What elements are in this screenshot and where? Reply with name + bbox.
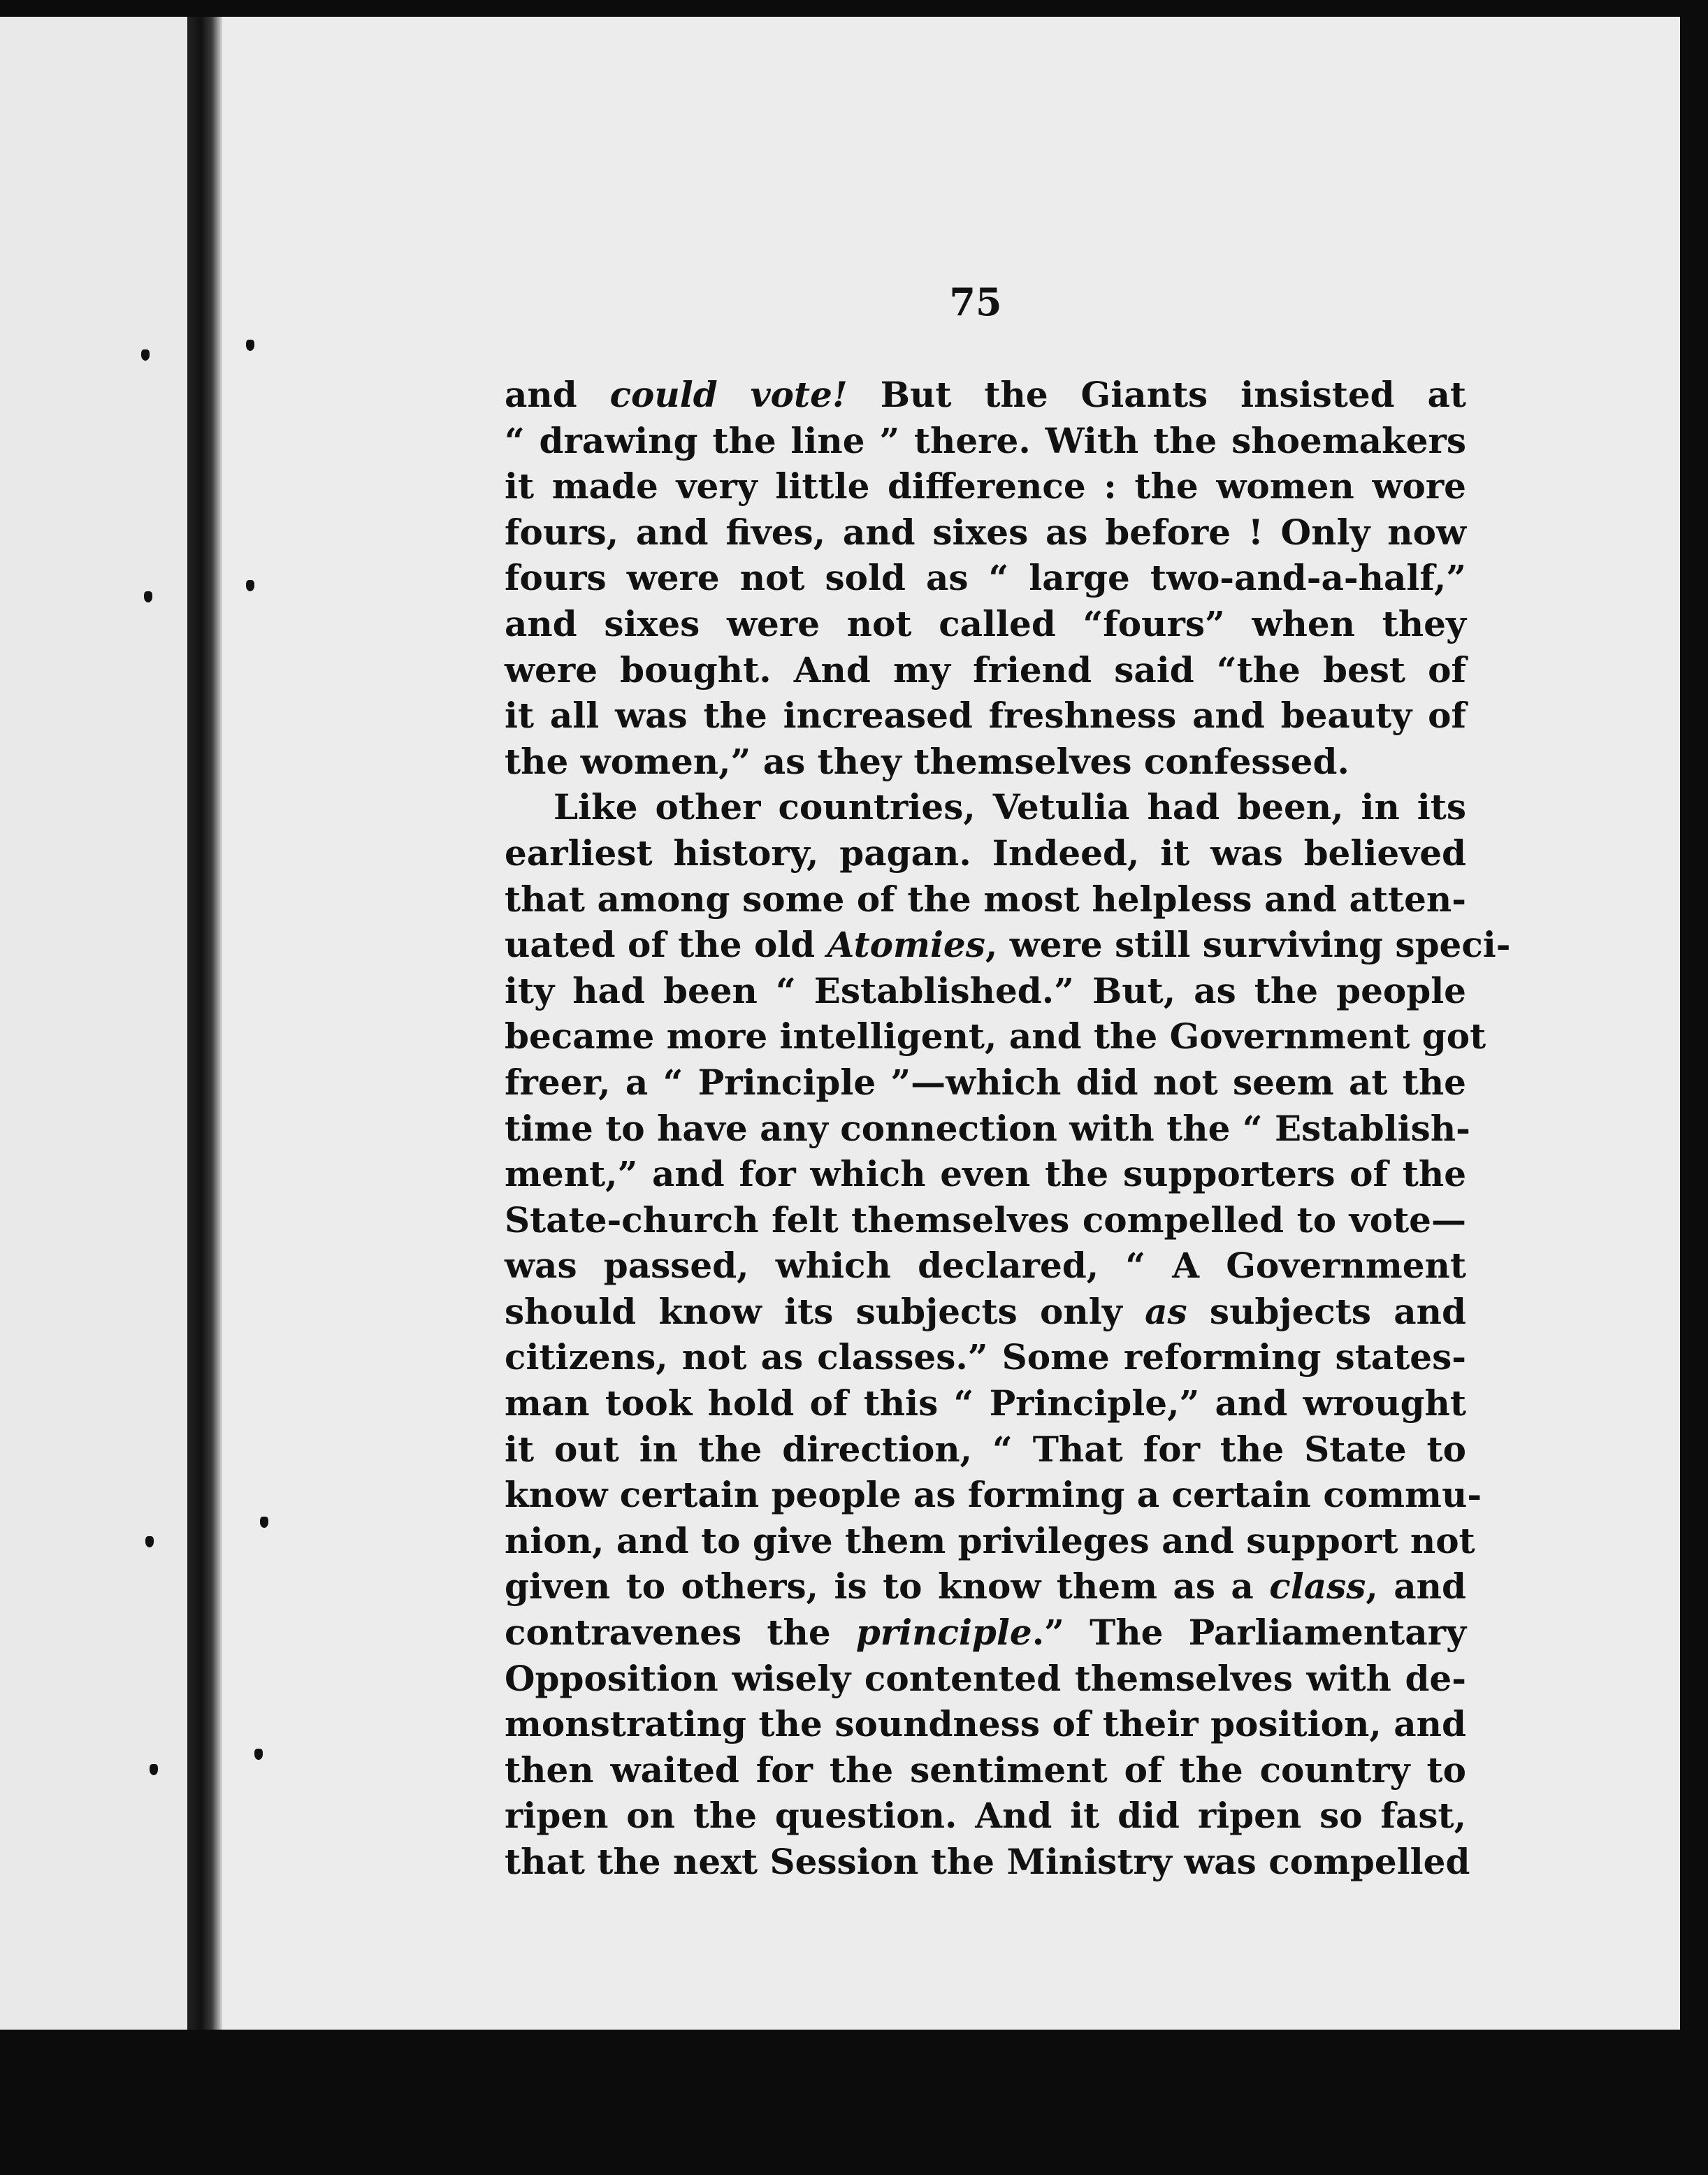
text-line [505,922,1511,968]
text-line [505,739,1466,785]
scan-border-bottom [0,2030,1708,2175]
text-line [505,968,1466,1014]
text-run: and [505,374,610,415]
text-line [505,1518,1475,1564]
text-line [505,647,1466,693]
page-number: 75 [949,280,1002,324]
text-line [505,876,1466,923]
book-gutter [187,17,222,2030]
text-line [505,1380,1466,1426]
body-text [505,372,1511,1885]
text-line [505,830,1466,876]
text-run: ment,” and for which even the supporters of the [505,1153,1466,1195]
text-line [505,1701,1466,1747]
text-line [505,1793,1466,1839]
text-run: it all was the increased freshness and beauty of [505,695,1466,737]
text-line [505,1563,1466,1610]
text-run: and sixes were not called “fours” when they [505,602,1466,644]
text-run: time to have any connection with the “ Establish- [505,1107,1470,1149]
text-run: became more intelligent, and the Government got [505,1016,1486,1057]
text-line [505,1656,1466,1702]
text-run: contravenes the [505,1612,856,1654]
text-run: Opposition wisely contented themselves with de- [505,1657,1466,1699]
italic-run: as [1145,1290,1187,1332]
text-line [505,1106,1470,1152]
italic-run: class [1269,1566,1366,1607]
scan-border-right [1680,0,1708,2175]
text-line [505,1472,1482,1518]
margin-mark [145,1536,154,1547]
text-run: earliest history, pagan. Indeed, it was believed [505,832,1466,874]
text-run: the women,” as they themselves confessed. [505,740,1349,782]
italic-run: could vote! [609,374,848,415]
text-run: that among some of the most helpless and atten- [505,878,1466,920]
text-run: “ drawing the line ” there. With the shoemakers [505,419,1466,461]
text-line [505,784,1466,830]
text-line [505,1243,1466,1289]
margin-mark [254,1749,263,1760]
margin-mark [246,340,254,351]
text-line [505,418,1466,464]
text-run: uated of the old [505,924,827,966]
text-line [505,1197,1466,1243]
text-run: were bought. And my friend said “the best of [505,649,1466,691]
text-line [505,1839,1470,1885]
text-line [505,510,1466,556]
text-line [505,1426,1466,1473]
margin-mark [144,591,152,602]
text-run: should know its subjects only [505,1290,1145,1332]
text-run: .” The Parliamentary [1032,1612,1466,1654]
text-run: fours were not sold as “ large two-and-a-half,” [505,557,1466,599]
italic-run: Atomies [827,924,985,966]
text-line [505,1060,1466,1106]
margin-mark [141,349,150,361]
margin-mark [246,580,254,591]
text-run: subjects and [1187,1290,1466,1332]
text-line [505,555,1466,601]
text-run: But the Giants insisted at [847,374,1466,415]
text-line [505,1334,1466,1380]
text-line [505,1013,1486,1060]
text-line [505,1289,1466,1335]
text-run: ity had been “ Established.” But, as the people [505,969,1466,1011]
text-run: that the next Session the Ministry was compelled [505,1841,1470,1882]
text-run: given to others, is to know them as a [505,1566,1270,1607]
text-line [505,693,1466,739]
text-run: know certain people as forming a certain commu- [505,1474,1482,1516]
text-line [505,463,1466,510]
text-run: State-church felt themselves compelled to vote— [505,1199,1466,1241]
text-run: , and [1366,1566,1466,1607]
italic-run: principle [855,1612,1032,1654]
text-run: freer, a “ Principle ”—which did not seem at the [505,1061,1466,1103]
text-run: it out in the direction, “ That for the State to [505,1428,1466,1470]
text-run: it made very little difference : the women wore [505,465,1466,507]
previous-page-edge [0,17,187,2030]
text-line [505,601,1466,647]
margin-mark [260,1517,268,1528]
text-run: Like other countries, Vetulia had been, in its [553,786,1466,828]
text-run: ripen on the question. And it did ripen so fast, [505,1795,1466,1837]
text-run: man took hold of this “ Principle,” and wrought [505,1382,1466,1424]
text-run: monstrating the soundness of their position, and [505,1703,1466,1745]
text-line [505,1151,1466,1197]
text-line [505,1747,1466,1793]
text-run: was passed, which declared, “ A Government [505,1245,1466,1287]
text-line [505,1610,1466,1656]
text-run: nion, and to give them privileges and support not [505,1519,1475,1561]
margin-mark [150,1764,158,1775]
text-run: citizens, not as classes.” Some reforming states- [505,1336,1466,1378]
text-run: fours, and fives, and sixes as before ! Only now [505,511,1466,553]
text-run: , were still surviving speci- [985,924,1511,966]
text-run: then waited for the sentiment of the country to [505,1749,1466,1791]
text-line [505,372,1466,418]
